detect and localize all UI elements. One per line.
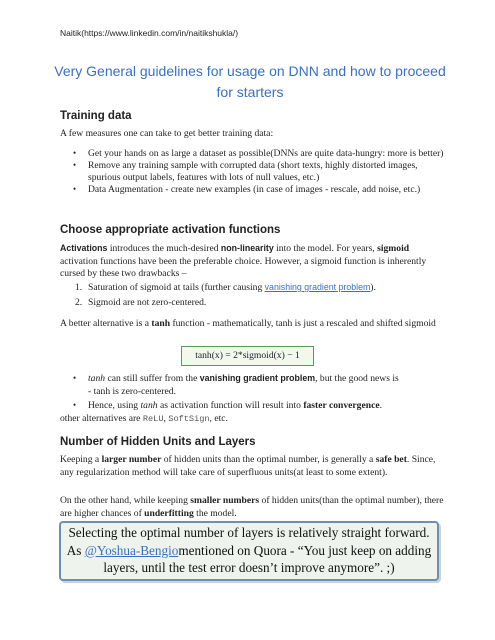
hidden-paragraph-1 xyxy=(60,454,444,479)
code-softsign: SoftSign xyxy=(168,414,210,424)
tanh-bullet xyxy=(60,400,444,412)
text-span: A better alternative is a xyxy=(60,318,152,329)
term-smaller-numbers: smaller numbers xyxy=(190,495,260,506)
text-span: ). xyxy=(370,282,376,293)
text-span: On the other hand, while keeping xyxy=(60,495,191,506)
text-span: other alternatives are xyxy=(60,413,143,424)
text-span: of hidden units(than the optimal number), there are higher chances of xyxy=(60,495,444,519)
activation-paragraph xyxy=(60,242,444,281)
text-span: Keeping a xyxy=(60,454,102,465)
text-span: As xyxy=(66,542,85,558)
heading-training-data: Training data xyxy=(60,110,132,122)
term-faster-convergence: faster convergence xyxy=(303,400,380,411)
tanh-bullet xyxy=(60,372,444,398)
text-span: . Since, any regularization method will take care of superfluous units(at least to some extent). xyxy=(60,454,436,478)
text-span: Hence, using xyxy=(88,400,141,411)
text-span: - tanh is zero-centered. xyxy=(88,386,176,397)
code-relu: ReLU xyxy=(142,414,164,424)
document-title xyxy=(40,61,460,103)
text-span: , etc. xyxy=(209,413,228,424)
drawback-item xyxy=(60,280,444,295)
term-vanishing-gradient: vanishing gradient problem xyxy=(199,373,316,383)
title-line-1: Very General guidelines for usage on DNN and how to proceed xyxy=(54,63,446,79)
text-span: as activation function will result into xyxy=(157,400,304,411)
term-tanh-italic: tanh xyxy=(88,373,106,384)
term-underfitting: underfitting xyxy=(144,507,194,519)
term-non-linearity: non-linearity xyxy=(220,243,274,253)
other-alternatives xyxy=(60,413,444,426)
title-line-2: for starters xyxy=(216,84,284,100)
heading-activation-functions: Choose appropriate activation functions xyxy=(60,224,281,236)
training-bullet: • Data Augmentation - create new examples (in case of images - rescale, add noise, etc.) xyxy=(60,184,444,196)
training-intro: A few measures one can take to get better training data: xyxy=(60,128,274,139)
quote-rest: mentioned on Quora - “You just keep on adding layers, until the test error doesn’t improve anymore”. ;) xyxy=(103,542,432,575)
training-bullet: • Get your hands on as large a dataset as possible(DNNs are quite data-hungry: more is better) xyxy=(60,148,444,160)
yoshua-bengio-link[interactable]: @Yoshua-Bengio xyxy=(84,542,179,558)
term-tanh: tanh xyxy=(151,318,171,329)
text-span: activation functions have been the preferable choice. However, a sigmoid function is inherently cursed by these two drawbacks – xyxy=(60,255,427,279)
tanh-paragraph xyxy=(60,318,444,331)
text-span: , but the good news is xyxy=(315,373,399,384)
text-span: function - mathematically, tanh is just a rescaled and shifted sigmoid xyxy=(170,318,436,329)
term-sigmoid: sigmoid xyxy=(377,243,410,254)
text-span: can still suffer from the xyxy=(105,373,200,384)
text-span: into the model. For years, xyxy=(273,243,378,254)
term-activations: Activations xyxy=(60,243,108,253)
term-safe-bet: safe bet xyxy=(375,454,407,465)
quote-line-1: Selecting the optimal number of layers is relatively straight forward. xyxy=(68,525,430,540)
tanh-bullet-list xyxy=(60,372,444,412)
author-line: Naitik(https://www.linkedin.com/in/naitikshukla/) xyxy=(60,28,239,38)
list-number: 2. xyxy=(75,297,83,308)
hidden-paragraph-2 xyxy=(60,495,444,520)
sigmoid-drawbacks-list xyxy=(60,280,444,310)
text-span: Sigmoid are not zero-centered. xyxy=(88,297,207,308)
text-span: . xyxy=(379,400,382,411)
term-larger-number: larger number xyxy=(101,454,162,465)
text-span: Saturation of sigmoid at tails (further causing xyxy=(88,282,265,293)
term-tanh-italic: tanh xyxy=(140,400,158,411)
text-span: of hidden units than the optimal number, is generally a xyxy=(161,454,376,465)
bengio-quote-box xyxy=(59,521,439,581)
drawback-item xyxy=(60,295,444,310)
text-span: , xyxy=(163,413,169,424)
tanh-formula-box: tanh(x) = 2*sigmoid(x) − 1 xyxy=(181,346,314,366)
text-span: the model. xyxy=(193,507,237,519)
text-span: introduces the much-desired xyxy=(107,243,221,254)
heading-hidden-units: Number of Hidden Units and Layers xyxy=(60,436,256,448)
training-bullet: • Remove any training sample with corrupted data (short texts, highly distorted images, spurious output labels, features with lots of null values, etc.) xyxy=(60,160,444,183)
vanishing-gradient-link[interactable]: vanishing gradient problem xyxy=(264,282,371,292)
list-number: 1. xyxy=(75,282,83,293)
training-bullet-list xyxy=(60,148,444,196)
